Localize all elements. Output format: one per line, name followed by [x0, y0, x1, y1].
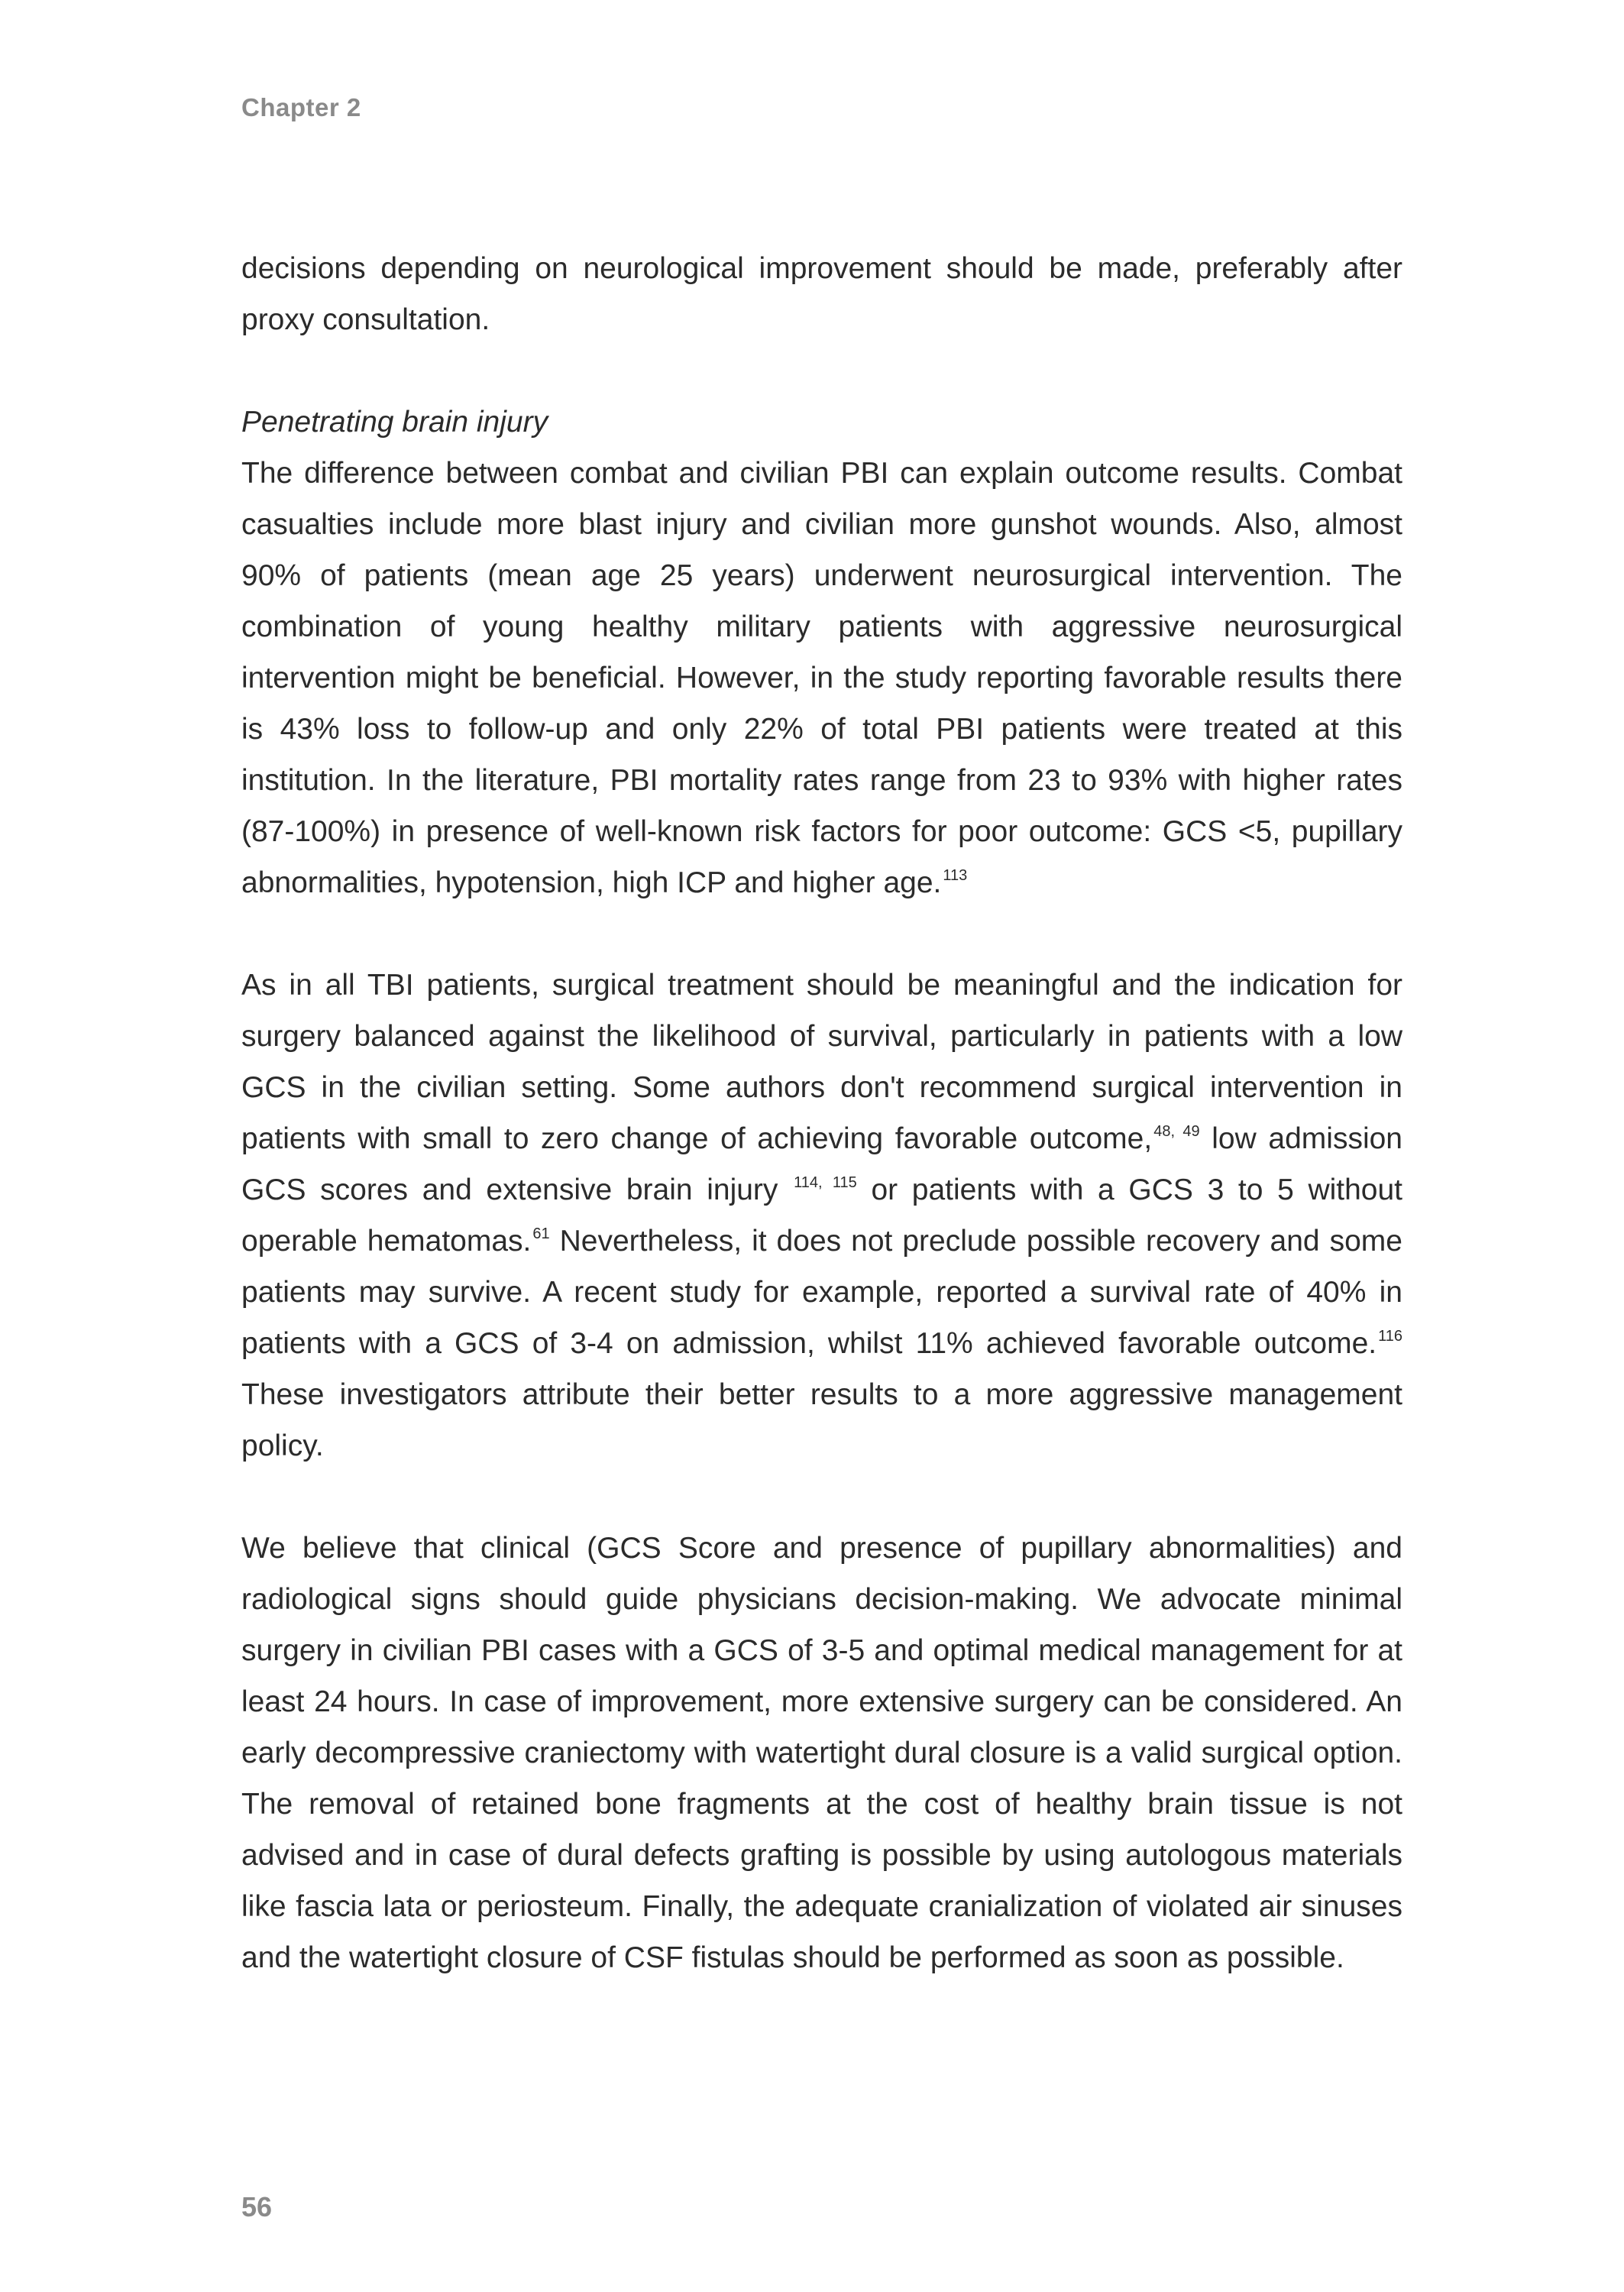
- paragraph-gap: [241, 1471, 1402, 1523]
- paragraph-2-sentence-1: As in all TBI patients, surgical treatment should be meaningful and the indication for surgery balanced against the likelihood of survival, particularly in patients with a low GCS in the civilian setting. Some authors don't recommend surgical intervention in patients with small to zero change of achieving favorable outcome,: [241, 969, 1402, 1155]
- paragraph-2-sentence-2: low admission GCS scores and extensive brain injury: [241, 1122, 1402, 1206]
- reference-116: 116: [1378, 1328, 1402, 1345]
- page-body: [241, 243, 1402, 1983]
- chapter-header: Chapter 2: [241, 93, 361, 121]
- reference-113: 113: [943, 867, 968, 884]
- paragraph-2-sentence-3: or patients with a GCS 3 to 5 without operable hematomas.: [241, 1174, 1403, 1258]
- page-number: 56: [241, 2191, 273, 2222]
- paragraph-2-sentence-5: These investigators attribute their better results to a more aggressive management policy.: [241, 1378, 1402, 1462]
- intro-paragraph: decisions depending on neurological improvement should be made, preferably after proxy consultation.: [241, 252, 1402, 336]
- paragraph-2-sentence-4: Nevertheless, it does not preclude possible recovery and some patients may survive. A recent study for example, reported a survival rate of 40% in patients with a GCS of 3-4 on admission, whilst 11% achieved favorable outcome.: [241, 1225, 1402, 1360]
- paragraph-1-text: The difference between combat and civilian PBI can explain outcome results. Combat casualties include more blast injury and civilian more gunshot wounds. Also, almost 90% of patients (mean age 25 years) underwent neurosurgical intervention. The combination of young healthy military patients with aggressive neurosurgical intervention might be beneficial. However, in the study reporting favorable results there is 43% loss to follow-up and only 22% of total PBI patients were treated at this institution. In the literature, PBI mortality rates range from 23 to 93% with higher rates (87-100%) in presence of well-known risk factors for poor outcome: GCS <5, pupillary abnormalities, hypotension, high ICP and higher age.: [241, 457, 1402, 899]
- paragraph-gap: [241, 345, 1402, 397]
- reference-61: 61: [532, 1225, 550, 1242]
- paragraph-gap: [241, 908, 1402, 960]
- paragraph-2: [241, 960, 1402, 1471]
- section-heading: Penetrating brain injury: [241, 406, 548, 439]
- paragraph-1: [241, 448, 1402, 908]
- reference-48-49: 48, 49: [1153, 1123, 1200, 1140]
- reference-114-115: 114, 115: [794, 1174, 857, 1191]
- paragraph-3: We believe that clinical (GCS Score and presence of pupillary abnormalities) and radiological signs should guide physicians decision-making. We advocate minimal surgery in civilian PBI cases with a GCS of 3-5 and optimal medical management for at least 24 hours. In case of improvement, more extensive surgery can be considered. An early decompressive craniectomy with watertight dural closure is a valid surgical option. The removal of retained bone fragments at the cost of healthy brain tissue is not advised and in case of dural defects grafting is possible by using autologous materials like fascia lata or periosteum. Finally, the adequate cranialization of violated air sinuses and the watertight closure of CSF fistulas should be performed as soon as possible.: [241, 1532, 1402, 1974]
